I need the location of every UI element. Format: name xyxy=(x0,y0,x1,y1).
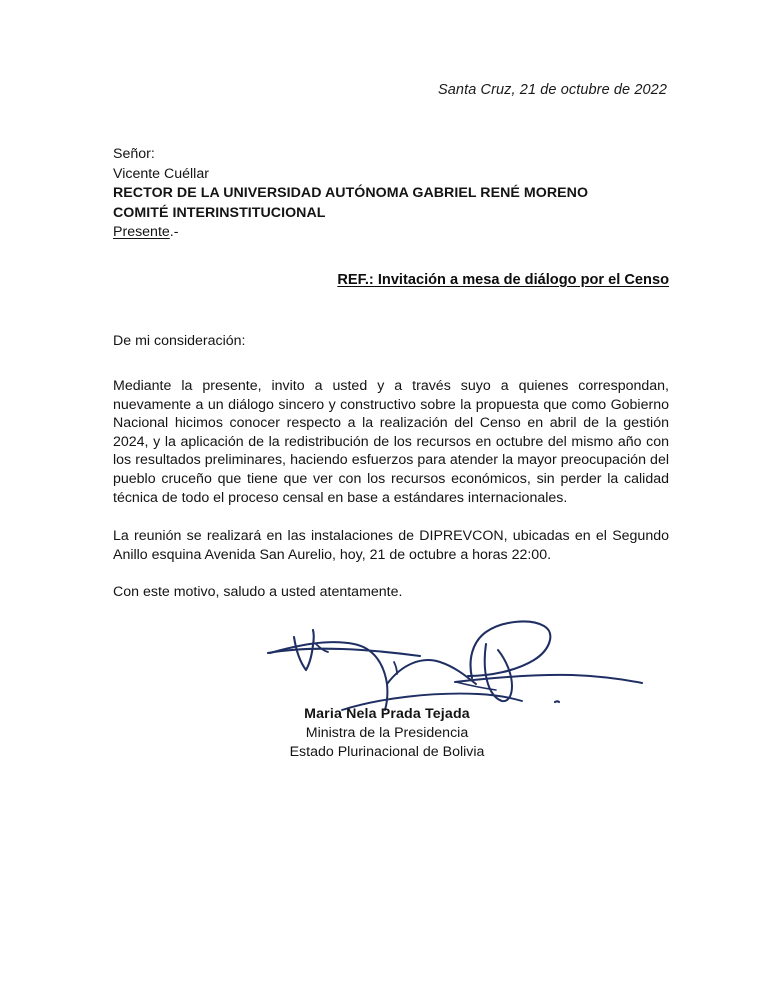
handwritten-signature xyxy=(250,606,650,718)
reference-line xyxy=(113,272,669,288)
addressee-organization: COMITÉ INTERINSTITUCIONAL xyxy=(113,204,326,221)
signer-title: Ministra de la Presidencia xyxy=(305,725,469,741)
addressee-salutation-title: Señor: xyxy=(113,146,155,162)
date-line: Santa Cruz, 21 de octubre de 2022 xyxy=(437,82,667,98)
salutation-line: De mi consideración: xyxy=(113,333,246,349)
reference-label: REF.: Invitación a mesa de diálogo por el Censo xyxy=(337,272,669,288)
signer-institution: Estado Plurinacional de Bolivia xyxy=(289,744,485,760)
body-paragraph-2: La reunión se realizará en las instalaciones de DIPREVCON, ubicadas en el Segundo Anillo esquina Avenida San Aurelio, hoy, 21 de octubre a horas 22:00. xyxy=(113,528,669,563)
body-paragraph-1: Mediante la presente, invito a usted y a través suyo a quienes correspondan, nuevamente a un diálogo sincero y constructivo sobre la propuesta que como Gobierno Nacional hicimos conocer respecto a la realización del Censo en abril de la gestión 2024, y la aplicación de la redistribución de los recursos en octubre del mismo año con los resultados preliminares, haciendo esfuerzos para atender la mayor preocupación del pueblo cruceño que tiene que ver con los recursos económicos, sin perder la calidad técnica de todo el proceso censal en base a estándares internacionales. xyxy=(113,378,669,506)
body-paragraph-3: Con este motivo, saludo a usted atentamente. xyxy=(113,584,403,600)
addressee-position: RECTOR DE LA UNIVERSIDAD AUTÓNOMA GABRIEL RENÉ MORENO xyxy=(113,185,589,202)
present-word: Presente xyxy=(113,224,170,241)
addressee-name: Vicente Cuéllar xyxy=(113,165,209,182)
present-suffix: .- xyxy=(169,224,179,241)
addressee-block xyxy=(113,145,673,243)
signature-name-block xyxy=(187,705,587,762)
addressee-present-line xyxy=(113,223,673,243)
signer-name: Maria Nela Prada Tejada xyxy=(304,706,470,722)
